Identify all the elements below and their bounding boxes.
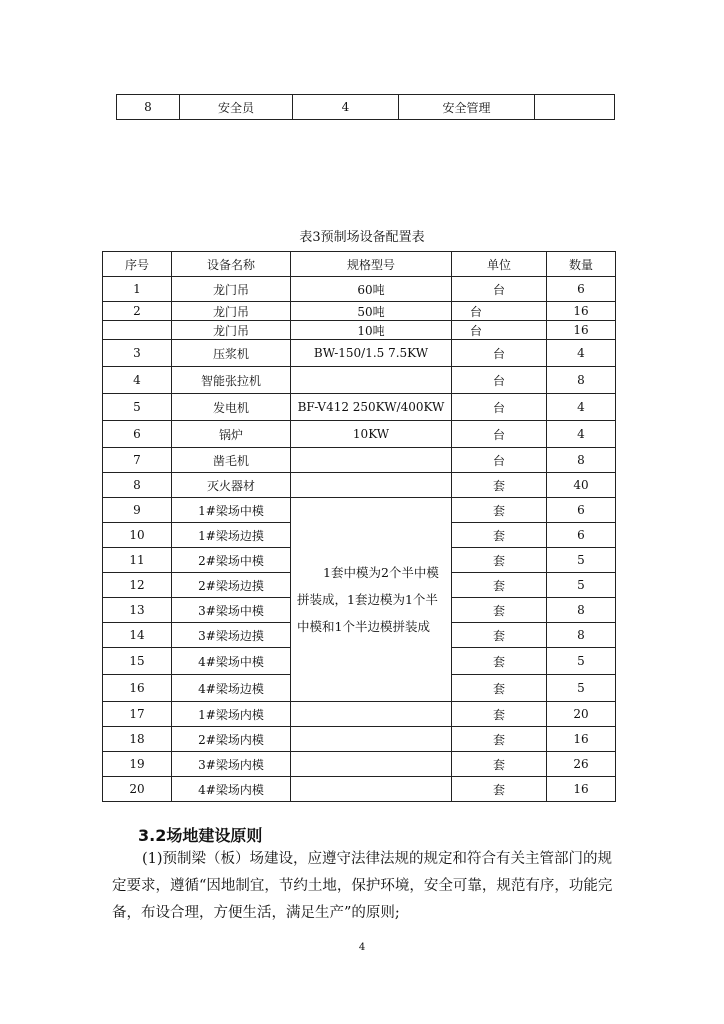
cell-name: 4#梁场边模 bbox=[172, 675, 291, 702]
section-heading: 3.2场地建设原则 bbox=[138, 826, 263, 845]
table-row bbox=[103, 702, 616, 727]
cell-unit: 套 bbox=[452, 727, 547, 752]
cell-no: 15 bbox=[103, 648, 172, 675]
cell-unit: 套 bbox=[452, 573, 547, 598]
cell-spec: 10吨 bbox=[291, 321, 452, 340]
cell-name: 发电机 bbox=[172, 394, 291, 421]
cell-no: 18 bbox=[103, 727, 172, 752]
cell-qty: 16 bbox=[547, 302, 616, 321]
table-row bbox=[103, 727, 616, 752]
table-row bbox=[103, 394, 616, 421]
cell-qty: 16 bbox=[547, 777, 616, 802]
table-row bbox=[103, 277, 616, 302]
cell-qty: 16 bbox=[547, 727, 616, 752]
page-number: 4 bbox=[358, 942, 366, 953]
table-row bbox=[103, 448, 616, 473]
table-row bbox=[103, 302, 616, 321]
paragraph: (1)预制梁（板）场建设，应遵守法律法规的规定和符合有关主管部门的规定要求，遵循“因地制宜，节约土地，保护环境，安全可靠，规范有序，功能完备，布设合理，方便生活，满足生产”的原则; bbox=[112, 851, 613, 921]
cell-no: 4 bbox=[103, 367, 172, 394]
cell-no: 16 bbox=[103, 675, 172, 702]
cell-no: 2 bbox=[103, 302, 172, 321]
cell-name: 2#梁场内模 bbox=[172, 727, 291, 752]
cell-spec: 10KW bbox=[291, 421, 452, 448]
cell-unit: 台 bbox=[452, 448, 547, 473]
cell-name: 龙门吊 bbox=[172, 277, 291, 302]
cell-no: 6 bbox=[103, 421, 172, 448]
cell-no: 7 bbox=[103, 448, 172, 473]
table-row bbox=[103, 421, 616, 448]
cell-no: 12 bbox=[103, 573, 172, 598]
cell-qty: 6 bbox=[547, 523, 616, 548]
merged-spec-line: 1套中模为2个半中模 bbox=[323, 565, 439, 580]
cell-qty: 16 bbox=[547, 321, 616, 340]
cell-no: 17 bbox=[103, 702, 172, 727]
cell-role: 安全员 bbox=[180, 95, 293, 120]
cell-no: 19 bbox=[103, 752, 172, 777]
cell-unit: 台 bbox=[452, 302, 547, 321]
cell-no: 14 bbox=[103, 623, 172, 648]
cell-name: 灭火器材 bbox=[172, 473, 291, 498]
cell-no: 8 bbox=[103, 473, 172, 498]
cell-unit: 套 bbox=[452, 598, 547, 623]
cell-spec: 60吨 bbox=[291, 277, 452, 302]
cell-qty: 6 bbox=[547, 277, 616, 302]
cell-qty: 4 bbox=[547, 340, 616, 367]
cell-no: 3 bbox=[103, 340, 172, 367]
cell-no: 20 bbox=[103, 777, 172, 802]
header-spec: 规格型号 bbox=[291, 252, 452, 277]
merged-spec-line: 拼装成，1套边模为1个半 bbox=[297, 592, 438, 607]
cell-qty: 8 bbox=[547, 367, 616, 394]
cell-unit: 套 bbox=[452, 548, 547, 573]
table-row bbox=[117, 95, 615, 120]
cell-name: 4#梁场中模 bbox=[172, 648, 291, 675]
cell-no: 5 bbox=[103, 394, 172, 421]
cell-unit: 台 bbox=[452, 340, 547, 367]
merged-spec-note bbox=[291, 498, 452, 702]
header-unit: 单位 bbox=[452, 252, 547, 277]
cell-qty: 40 bbox=[547, 473, 616, 498]
table-row bbox=[103, 498, 616, 523]
cell-spec bbox=[291, 367, 452, 394]
cell-name: 3#梁场边摸 bbox=[172, 623, 291, 648]
cell-unit: 套 bbox=[452, 623, 547, 648]
cell-no: 11 bbox=[103, 548, 172, 573]
cell-name: 1#梁场内模 bbox=[172, 702, 291, 727]
cell-name: 凿毛机 bbox=[172, 448, 291, 473]
cell-unit: 套 bbox=[452, 777, 547, 802]
cell-name: 2#梁场中模 bbox=[172, 548, 291, 573]
cell-spec: BF-V412 250KW/400KW bbox=[291, 394, 452, 421]
cell-name: 1#梁场边摸 bbox=[172, 523, 291, 548]
cell-name: 智能张拉机 bbox=[172, 367, 291, 394]
cell-name: 锅炉 bbox=[172, 421, 291, 448]
cell-duty: 安全管理 bbox=[399, 95, 535, 120]
cell-qty: 5 bbox=[547, 648, 616, 675]
cell-spec bbox=[291, 473, 452, 498]
table-caption: 表3预制场设备配置表 bbox=[299, 230, 425, 245]
cell-count: 4 bbox=[293, 95, 399, 120]
equipment-table bbox=[102, 251, 616, 802]
cell-unit: 台 bbox=[452, 277, 547, 302]
cell-qty: 5 bbox=[547, 548, 616, 573]
cell-qty: 8 bbox=[547, 623, 616, 648]
cell-qty: 4 bbox=[547, 421, 616, 448]
body-text bbox=[112, 846, 622, 927]
table-row bbox=[103, 367, 616, 394]
cell-qty: 5 bbox=[547, 675, 616, 702]
cell-no: 8 bbox=[117, 95, 180, 120]
table-row bbox=[103, 321, 616, 340]
cell-name: 2#梁场边摸 bbox=[172, 573, 291, 598]
cell-name: 1#梁场中模 bbox=[172, 498, 291, 523]
cell-name: 龙门吊 bbox=[172, 321, 291, 340]
staff-table bbox=[116, 94, 615, 120]
cell-spec bbox=[291, 727, 452, 752]
cell-no bbox=[103, 321, 172, 340]
cell-unit: 台 bbox=[452, 421, 547, 448]
cell-unit: 台 bbox=[452, 321, 547, 340]
cell-name: 3#梁场内模 bbox=[172, 752, 291, 777]
table-row bbox=[103, 340, 616, 367]
cell-no: 9 bbox=[103, 498, 172, 523]
cell-qty: 26 bbox=[547, 752, 616, 777]
cell-name: 4#梁场内模 bbox=[172, 777, 291, 802]
cell-qty: 4 bbox=[547, 394, 616, 421]
cell-spec bbox=[291, 448, 452, 473]
cell-spec: 50吨 bbox=[291, 302, 452, 321]
cell-qty: 6 bbox=[547, 498, 616, 523]
cell-qty: 20 bbox=[547, 702, 616, 727]
cell-qty: 8 bbox=[547, 448, 616, 473]
cell-qty: 8 bbox=[547, 598, 616, 623]
table-row bbox=[103, 752, 616, 777]
table-row bbox=[103, 473, 616, 498]
cell-no: 10 bbox=[103, 523, 172, 548]
header-no: 序号 bbox=[103, 252, 172, 277]
cell-unit: 套 bbox=[452, 498, 547, 523]
cell-note bbox=[535, 95, 615, 120]
header-name: 设备名称 bbox=[172, 252, 291, 277]
cell-name: 压浆机 bbox=[172, 340, 291, 367]
cell-spec bbox=[291, 702, 452, 727]
cell-unit: 套 bbox=[452, 752, 547, 777]
cell-spec: BW-150/1.5 7.5KW bbox=[291, 340, 452, 367]
cell-unit: 台 bbox=[452, 367, 547, 394]
cell-qty: 5 bbox=[547, 573, 616, 598]
cell-no: 1 bbox=[103, 277, 172, 302]
cell-spec bbox=[291, 752, 452, 777]
cell-unit: 套 bbox=[452, 523, 547, 548]
header-qty: 数量 bbox=[547, 252, 616, 277]
cell-unit: 台 bbox=[452, 394, 547, 421]
cell-name: 3#梁场中模 bbox=[172, 598, 291, 623]
cell-spec bbox=[291, 777, 452, 802]
table-row bbox=[103, 777, 616, 802]
cell-unit: 套 bbox=[452, 648, 547, 675]
cell-name: 龙门吊 bbox=[172, 302, 291, 321]
cell-unit: 套 bbox=[452, 702, 547, 727]
table-header-row bbox=[103, 252, 616, 277]
merged-spec-line: 中模和1个半边模拼装成 bbox=[297, 619, 430, 634]
cell-unit: 套 bbox=[452, 473, 547, 498]
cell-unit: 套 bbox=[452, 675, 547, 702]
cell-no: 13 bbox=[103, 598, 172, 623]
